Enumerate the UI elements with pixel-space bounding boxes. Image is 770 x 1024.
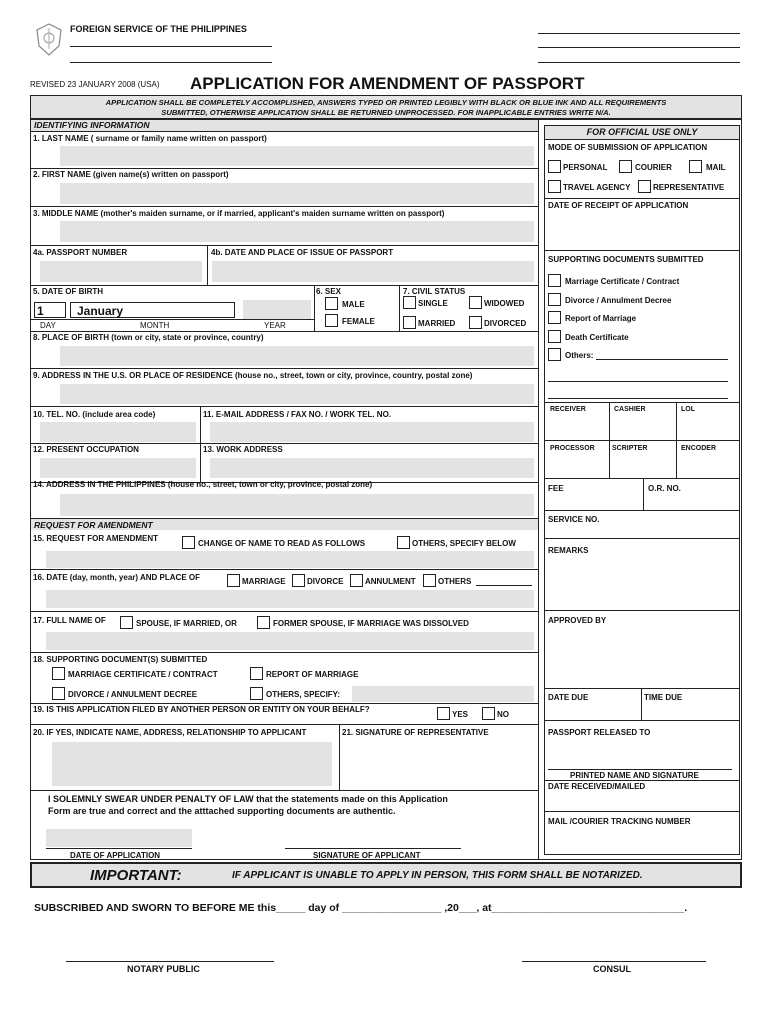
scripter-label: SCRIPTER	[612, 445, 648, 452]
signature-applicant-label: SIGNATURE OF APPLICANT	[313, 851, 421, 860]
doc-marriage-label: Marriage Certificate / Contract	[565, 277, 680, 286]
day-label: DAY	[40, 321, 56, 330]
service-no-label: SERVICE NO.	[548, 515, 600, 524]
row-line	[545, 478, 739, 479]
others-below-checkbox[interactable]	[397, 536, 410, 549]
q18-label: 18. SUPPORTING DOCUMENT(S) SUBMITTED	[33, 655, 208, 664]
consul-label: CONSUL	[593, 964, 631, 974]
cell-divider	[641, 688, 642, 720]
first-name-field[interactable]	[60, 183, 534, 204]
receiver-label: RECEIVER	[550, 406, 586, 413]
row-line	[545, 811, 739, 812]
time-due-label: TIME DUE	[644, 693, 683, 702]
representative-label: REPRESENTATIVE	[653, 183, 725, 192]
male-label: MALE	[342, 300, 365, 309]
row-line	[545, 402, 739, 403]
official-title: FOR OFFICIAL USE ONLY	[545, 126, 739, 139]
or-no-label: O.R. NO.	[648, 484, 681, 493]
row-line	[31, 285, 538, 286]
q2-label: 2. FIRST NAME (given name(s) written on passport)	[33, 170, 229, 179]
cell-divider	[339, 724, 340, 790]
birth-year-field[interactable]	[243, 300, 311, 319]
row-line	[31, 245, 538, 246]
others-specify-field[interactable]	[352, 686, 534, 702]
others-checkbox[interactable]	[423, 574, 436, 587]
row-line	[31, 168, 538, 169]
yes-label: YES	[452, 710, 469, 719]
header-line	[70, 62, 272, 63]
others-specify-label: OTHERS, SPECIFY:	[266, 690, 341, 699]
birth-month-value[interactable]: January	[70, 302, 235, 318]
q10-label: 10. TEL. NO. (include area code)	[33, 410, 156, 419]
cell-divider	[207, 245, 208, 285]
doc-others-checkbox[interactable]	[548, 348, 561, 361]
oath-line: Form are true and correct and the atttached supporting documents are authentic.	[48, 806, 396, 816]
last-name-field[interactable]	[60, 146, 534, 166]
date-receipt-label: DATE OF RECEIPT OF APPLICATION	[548, 201, 689, 210]
marriage-checkbox[interactable]	[227, 574, 240, 587]
header-line	[538, 62, 740, 63]
q12-label: 12. PRESENT OCCUPATION	[33, 445, 139, 454]
doc-report-checkbox[interactable]	[548, 311, 561, 324]
travel-agency-checkbox[interactable]	[548, 180, 561, 193]
row-line	[31, 331, 538, 332]
courier-label: COURIER	[635, 163, 672, 172]
q17-label: 17. FULL NAME OF	[33, 616, 106, 625]
former-spouse-checkbox[interactable]	[257, 616, 270, 629]
q4b-label: 4b. DATE AND PLACE OF ISSUE OF PASSPORT	[211, 248, 394, 257]
representative-checkbox[interactable]	[638, 180, 651, 193]
date-received-label: DATE RECEIVED/MAILED	[548, 782, 646, 791]
row-line	[545, 440, 739, 441]
widowed-checkbox[interactable]	[469, 296, 482, 309]
row-line	[31, 206, 538, 207]
blank-line	[548, 398, 728, 399]
q16-label: 16. DATE (day, month, year) AND PLACE OF	[33, 573, 200, 582]
doc-death-checkbox[interactable]	[548, 330, 561, 343]
divorced-label: DIVORCED	[484, 319, 527, 328]
row-line	[545, 538, 739, 539]
q21-label: 21. SIGNATURE OF REPRESENTATIVE	[342, 728, 489, 737]
cell-divider	[643, 478, 644, 510]
signature-line	[285, 848, 461, 849]
row-line	[545, 780, 739, 781]
others-line	[596, 359, 728, 360]
row-line	[545, 510, 739, 511]
yes-checkbox[interactable]	[437, 707, 450, 720]
column-divider	[538, 119, 539, 860]
q7-label: 7. CIVIL STATUS	[403, 287, 466, 296]
q5-label: 5. DATE OF BIRTH	[33, 287, 104, 296]
divorce-decree-checkbox[interactable]	[52, 687, 65, 700]
header-line	[538, 47, 740, 48]
others-line	[476, 585, 532, 586]
male-checkbox[interactable]	[325, 297, 338, 310]
personal-checkbox[interactable]	[548, 160, 561, 173]
philippine-seal	[34, 22, 64, 58]
section-identifying: IDENTIFYING INFORMATION	[31, 120, 538, 131]
passport-released-label: PASSPORT RELEASED TO	[548, 728, 651, 737]
row-line	[31, 724, 538, 725]
married-checkbox[interactable]	[403, 316, 416, 329]
married-label: MARRIED	[418, 319, 456, 328]
date-application-field[interactable]	[46, 829, 192, 847]
q4a-label: 4a. PASSPORT NUMBER	[33, 248, 128, 257]
q9-label: 9. ADDRESS IN THE U.S. OR PLACE OF RESIDENCE (house no., street, town or city, province, country, postal zone)	[33, 371, 473, 380]
report-marriage-label: REPORT OF MARRIAGE	[266, 670, 359, 679]
divorce-label: DIVORCE	[307, 577, 344, 586]
single-checkbox[interactable]	[403, 296, 416, 309]
courier-checkbox[interactable]	[619, 160, 632, 173]
q8-label: 8. PLACE OF BIRTH (town or city, state or province, country)	[33, 333, 264, 342]
row-line	[545, 720, 739, 721]
divorced-checkbox[interactable]	[469, 316, 482, 329]
important-banner	[30, 862, 742, 888]
doc-death-label: Death Certificate	[565, 333, 629, 342]
annulment-label: ANNULMENT	[365, 577, 416, 586]
processor-label: PROCESSOR	[550, 445, 595, 452]
q20-label: 20. IF YES, INDICATE NAME, ADDRESS, RELATIONSHIP TO APPLICANT	[33, 728, 307, 737]
notary-line	[66, 961, 274, 962]
travel-agency-label: TRAVEL AGENCY	[563, 183, 631, 192]
revised-date: REVISED 23 JANUARY 2008 (USA)	[30, 80, 160, 89]
change-name-checkbox[interactable]	[182, 536, 195, 549]
instruction-line: APPLICATION SHALL BE COMPLETELY ACCOMPLISHED, ANSWERS TYPED OR PRINTED LEGIBLY WITH BLACK OR BLUE INK AND ALL REQUIREMENTS	[105, 98, 667, 107]
female-checkbox[interactable]	[325, 314, 338, 327]
consul-line	[522, 961, 706, 962]
change-name-label: CHANGE OF NAME TO READ AS FOLLOWS	[198, 539, 366, 548]
doc-others-label: Others:	[565, 351, 594, 360]
no-checkbox[interactable]	[482, 707, 495, 720]
date-application-line	[46, 848, 192, 849]
important-label: IMPORTANT:	[90, 867, 182, 884]
marriage-cert-label: MARRIAGE CERTIFICATE / CONTRACT	[68, 670, 218, 679]
work-address-field[interactable]	[210, 458, 534, 478]
female-label: FEMALE	[342, 317, 375, 326]
q11-label: 11. E-MAIL ADDRESS / FAX NO. / WORK TEL. NO.	[203, 410, 392, 419]
approved-by-label: APPROVED BY	[548, 616, 607, 625]
row-line	[545, 139, 739, 140]
former-spouse-label: FORMER SPOUSE, IF MARRIAGE WAS DISSOLVED	[273, 619, 469, 628]
single-label: SINGLE	[418, 299, 448, 308]
birth-day-value[interactable]: 1	[34, 302, 66, 318]
q15-label: 15. REQUEST FOR AMENDMENT	[33, 534, 159, 543]
q6-label: 6. SEX	[316, 287, 341, 296]
official-frame	[544, 125, 740, 855]
row-line	[31, 569, 538, 570]
doc-report-label: Report of Marriage	[565, 314, 637, 323]
instruction-line: SUBMITTED, OTHERWISE APPLICATION SHALL BE RETURNED UNPROCESSED. FOR INAPPLICABLE ENTRIES WRITE N/A.	[161, 108, 611, 117]
lol-label: LOL	[681, 406, 695, 413]
printed-name-label: PRINTED NAME AND SIGNATURE	[570, 771, 699, 780]
mail-checkbox[interactable]	[689, 160, 702, 173]
cell-divider	[314, 285, 315, 331]
q3-label: 3. MIDDLE NAME (mother's maiden surname, or if married, applicant's maiden surname written on passport)	[33, 209, 445, 218]
row-line	[545, 610, 739, 611]
q1-label: 1. LAST NAME ( surname or family name written on passport)	[33, 134, 267, 143]
representative-info-field[interactable]	[52, 742, 332, 786]
row-line	[31, 790, 538, 791]
mode-label: MODE OF SUBMISSION OF APPLICATION	[548, 143, 708, 152]
row-line	[545, 688, 739, 689]
row-line	[31, 131, 538, 132]
email-field[interactable]	[210, 422, 534, 442]
oath-line: I SOLEMNLY SWEAR UNDER PENALTY OF LAW that the statements made on this Application	[48, 794, 448, 804]
middle-name-field[interactable]	[60, 221, 534, 242]
row-line	[545, 198, 739, 199]
q19-label: 19. IS THIS APPLICATION FILED BY ANOTHER PERSON OR ENTITY ON YOUR BEHALF?	[33, 705, 370, 714]
others-specify-checkbox[interactable]	[250, 687, 263, 700]
year-label: YEAR	[264, 321, 286, 330]
month-label: MONTH	[140, 321, 170, 330]
change-name-field[interactable]	[46, 551, 534, 568]
header-line	[538, 33, 740, 34]
divorce-decree-label: DIVORCE / ANNULMENT DECREE	[68, 690, 198, 699]
cell-divider	[399, 285, 400, 331]
date-place-field[interactable]	[46, 590, 534, 608]
passport-issue-field[interactable]	[212, 261, 534, 282]
marriage-label: MARRIAGE	[242, 577, 286, 586]
others-below-label: OTHERS, SPECIFY BELOW	[412, 539, 516, 548]
instruction-banner	[30, 95, 742, 119]
widowed-label: WIDOWED	[484, 299, 525, 308]
row-line	[31, 368, 538, 369]
form-title: APPLICATION FOR AMENDMENT OF PASSPORT	[190, 74, 585, 93]
q14-label: 14. ADDRESS IN THE PHILIPPINES (house no., street, town or city, province, postal zone)	[33, 480, 373, 489]
section-request: REQUEST FOR AMENDMENT	[31, 518, 538, 530]
cashier-label: CASHIER	[614, 406, 646, 413]
fee-label: FEE	[548, 484, 564, 493]
row-line	[31, 319, 314, 320]
doc-divorce-label: Divorce / Annulment Decree	[565, 296, 672, 305]
tracking-label: MAIL /COURIER TRACKING NUMBER	[548, 817, 691, 826]
doc-divorce-checkbox[interactable]	[548, 293, 561, 306]
agency-name: FOREIGN SERVICE OF THE PHILIPPINES	[70, 24, 247, 34]
row-line	[31, 703, 538, 704]
place-of-birth-field[interactable]	[60, 346, 534, 366]
report-marriage-checkbox[interactable]	[250, 667, 263, 680]
no-label: NO	[497, 710, 509, 719]
row-line	[31, 406, 538, 407]
tel-field[interactable]	[40, 422, 196, 442]
annulment-checkbox[interactable]	[350, 574, 363, 587]
us-address-field[interactable]	[60, 384, 534, 404]
others-label: OTHERS	[438, 577, 472, 586]
occupation-field[interactable]	[40, 458, 196, 478]
date-due-label: DATE DUE	[548, 693, 589, 702]
divorce-checkbox[interactable]	[292, 574, 305, 587]
row-line	[31, 611, 538, 612]
sworn-statement: SUBSCRIBED AND SWORN TO BEFORE ME this_____ day of _________________ ,20___, at_________________________________.	[34, 902, 688, 914]
cell-divider	[200, 406, 201, 482]
row-line	[545, 250, 739, 251]
marriage-cert-checkbox[interactable]	[52, 667, 65, 680]
mail-label: MAIL	[706, 163, 726, 172]
notary-label: NOTARY PUBLIC	[127, 964, 200, 974]
remarks-label: REMARKS	[548, 546, 589, 555]
supporting-docs-label: SUPPORTING DOCUMENTS SUBMITTED	[548, 255, 704, 264]
ph-address-field[interactable]	[60, 494, 534, 516]
doc-marriage-checkbox[interactable]	[548, 274, 561, 287]
personal-label: PERSONAL	[563, 163, 608, 172]
spouse-checkbox[interactable]	[120, 616, 133, 629]
date-application-label: DATE OF APPLICATION	[70, 851, 161, 860]
encoder-label: ENCODER	[681, 445, 717, 452]
full-name-field[interactable]	[46, 632, 534, 650]
notarize-text: IF APPLICANT IS UNABLE TO APPLY IN PERSON, THIS FORM SHALL BE NOTARIZED.	[232, 870, 643, 881]
blank-line	[548, 381, 728, 382]
passport-number-field[interactable]	[40, 261, 202, 282]
header-line	[70, 46, 272, 47]
row-line	[31, 652, 538, 653]
q13-label: 13. WORK ADDRESS	[203, 445, 283, 454]
spouse-label: SPOUSE, IF MARRIED, OR	[136, 619, 237, 628]
row-line	[31, 443, 538, 444]
printed-name-line	[548, 769, 732, 770]
